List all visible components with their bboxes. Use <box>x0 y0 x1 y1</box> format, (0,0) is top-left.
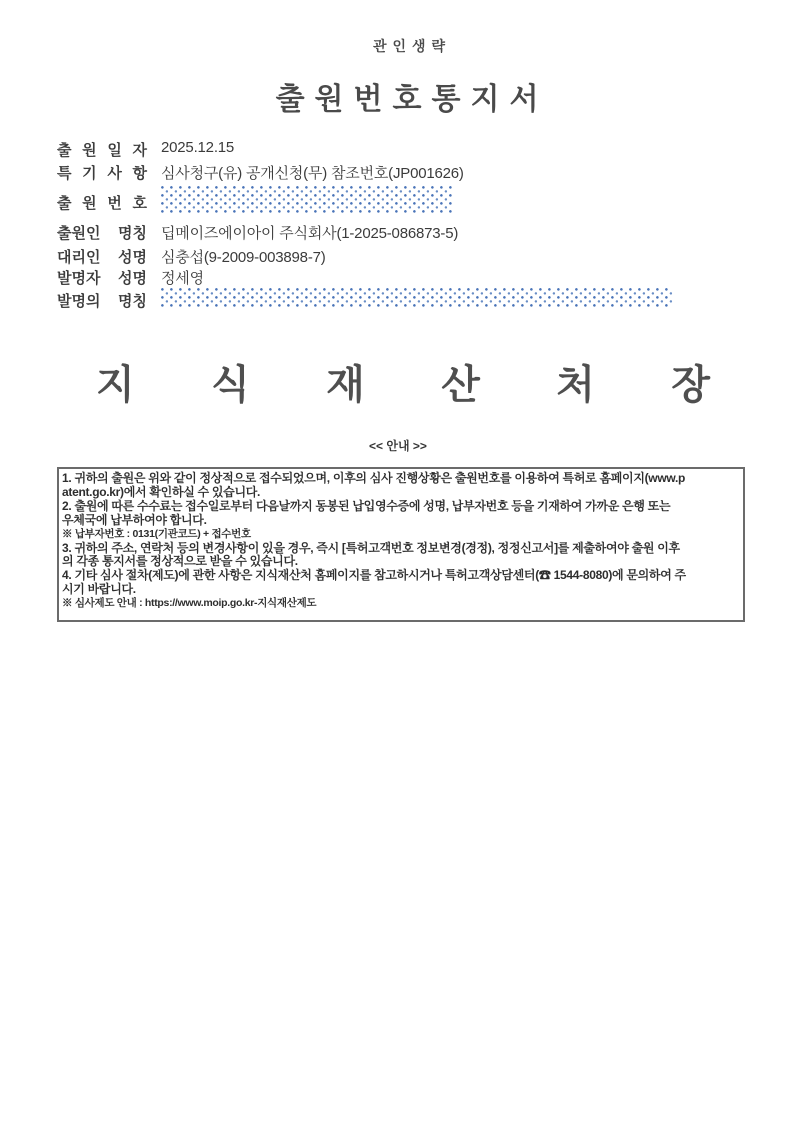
issuer-char: 재 <box>326 363 365 407</box>
notice-line: 1. 귀하의 출원은 위와 같이 정상적으로 접수되었으며, 이후의 심사 진행상황은 출원번호를 이용하여 특허로 홈페이지(www.p <box>62 471 686 485</box>
issuer-char: 처 <box>556 363 595 407</box>
label-segment: 출 <box>57 142 72 159</box>
issuer-char: 산 <box>441 363 480 407</box>
agent-name-value: 심충섭(9-2009-003898-7) <box>161 249 326 266</box>
field-label <box>57 162 147 183</box>
notice-section-header: << 안내 >> <box>369 439 427 453</box>
field-row-application-number <box>57 192 453 213</box>
field-label <box>57 192 147 213</box>
notice-line: 2. 출원에 따른 수수료는 접수일로부터 다음날까지 동봉된 납입영수증에 성명, 납부자번호 등을 기재하여 가까운 은행 또는 <box>62 498 671 513</box>
issuer-title <box>96 353 710 410</box>
label-segment: 사 <box>107 165 122 182</box>
label-segment: 대리인 <box>57 249 101 266</box>
label-segment: 발명의 <box>57 293 101 310</box>
notice-box <box>57 467 745 622</box>
field-row-applicant-name <box>57 222 458 243</box>
filing-date-value: 2025.12.15 <box>161 139 235 156</box>
field-label <box>57 267 147 288</box>
notice-line: 우체국에 납부하여야 합니다. <box>62 512 207 527</box>
field-row-inventor-name <box>57 267 204 288</box>
label-segment: 발명자 <box>57 270 101 287</box>
document-title: 출원번호통지서 <box>275 83 549 116</box>
label-segment: 자 <box>132 142 147 159</box>
inventor-name-value: 정세영 <box>161 270 204 287</box>
field-row-invention-title <box>57 290 673 311</box>
label-segment: 성명 <box>118 270 147 287</box>
redaction-dots-application-number <box>161 186 453 213</box>
notice-line: ※ 심사제도 안내 : https://www.moip.go.kr-지식재산제도 <box>62 597 317 610</box>
field-label <box>57 246 147 267</box>
label-segment: 명칭 <box>118 293 147 310</box>
issuer-char: 지 <box>96 363 135 407</box>
field-label <box>57 222 147 243</box>
field-label <box>57 290 147 311</box>
special-notes-value: 심사청구(유) 공개신청(무) 참조번호(JP001626) <box>161 165 464 182</box>
seal-omitted-note: 관인생략 <box>372 38 452 54</box>
label-segment: 성명 <box>118 249 147 266</box>
field-label <box>57 139 147 160</box>
label-segment: 호 <box>132 195 147 212</box>
label-segment: 출원인 <box>57 225 101 242</box>
field-row-special-notes <box>57 162 464 183</box>
notice-line: ※ 납부자번호 : 0131(기관코드) + 접수번호 <box>62 527 251 540</box>
notice-line: 시기 바랍니다. <box>62 582 136 597</box>
label-segment: 출 <box>57 195 72 212</box>
issuer-char: 식 <box>211 363 250 407</box>
label-segment: 일 <box>107 142 122 159</box>
notice-line: atent.go.kr)에서 확인하실 수 있습니다. <box>62 484 261 499</box>
label-segment: 항 <box>132 165 147 182</box>
redaction-dots-invention-title <box>161 288 673 307</box>
label-segment: 원 <box>82 195 97 212</box>
field-row-filing-date <box>57 139 234 160</box>
applicant-name-value: 딥메이즈에이아이 주식회사(1-2025-086873-5) <box>161 225 459 242</box>
label-segment: 명칭 <box>118 225 147 242</box>
notice-line: 4. 기타 심사 절차(제도)에 관한 사항은 지식재산처 홈페이지를 참고하시거나 특허고객상담센터(☎ 1544-8080)에 문의하여 주 <box>62 568 686 583</box>
label-segment: 원 <box>82 142 97 159</box>
label-segment: 기 <box>82 165 97 182</box>
notice-line: 의 각종 통지서를 정상적으로 받을 수 있습니다. <box>62 554 298 569</box>
label-segment: 번 <box>107 195 122 212</box>
field-row-agent-name <box>57 246 326 267</box>
issuer-char: 장 <box>671 363 710 407</box>
label-segment: 특 <box>57 165 72 182</box>
notice-line: 3. 귀하의 주소, 연락처 등의 변경사항이 있을 경우, 즉시 [특허고객번호 정보변경(경정), 정정신고서]를 제출하여야 출원 이후 <box>62 540 680 555</box>
